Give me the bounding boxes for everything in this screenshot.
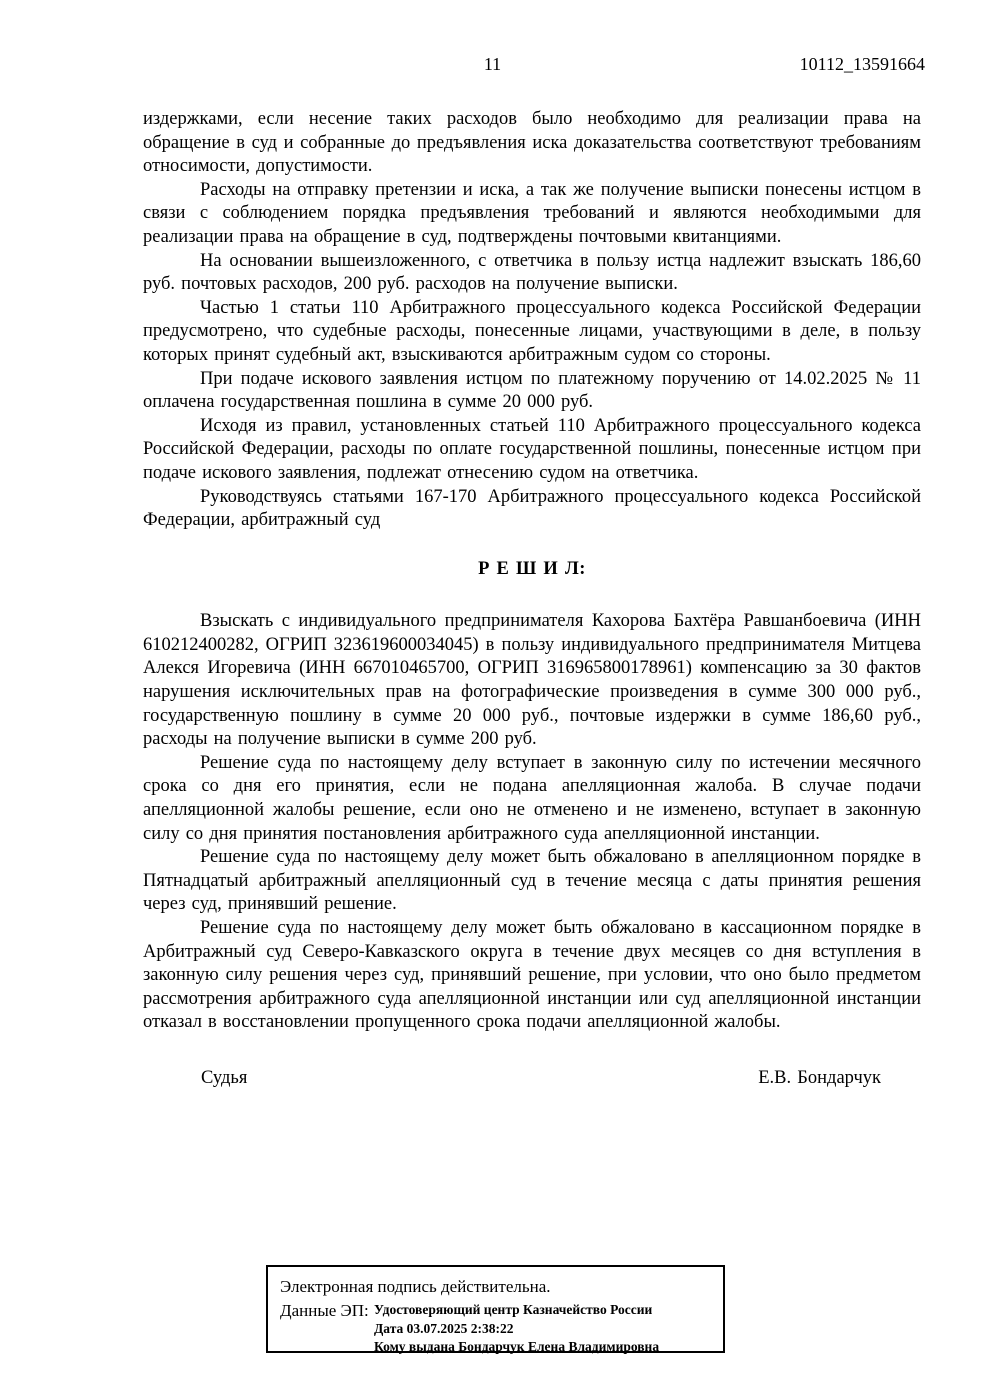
stamp-validity-text: Электронная подпись действительна. <box>280 1277 551 1296</box>
judge-name: Е.В. Бондарчук <box>758 1067 881 1088</box>
body-paragraph: издержками, если несение таких расходов было необходимо для реализации права на обращение в суд и собранные до предъявления иска доказательства соответствуют требованиям относимости, допустимости. <box>143 109 921 177</box>
resolution-paragraph: Решение суда по настоящему делу может быть обжаловано в апелляционном порядке в Пятнадцатый арбитражный апелляционный суд в течение месяца с даты принятия решения через суд, принявший решение. <box>143 847 921 915</box>
body-paragraph: На основании вышеизложенного, с ответчика в пользу истца надлежит взыскать 186,60 руб. почтовых расходов, 200 руб. расходов на получение выписки. <box>143 250 921 295</box>
stamp-date: Дата 03.07.2025 2:38:22 <box>374 1320 514 1336</box>
stamp-certifying-center: Удостоверяющий центр Казначейство России <box>374 1302 653 1317</box>
signature-row <box>143 1067 921 1091</box>
body-paragraph: Частью 1 статьи 110 Арбитражного процессуального кодекса Российской Федерации предусмотрено, что судебные расходы, понесенные лицами, участвующими в деле, в пользу которых принят судебный акт, взыскиваются арбитражным судом со стороны. <box>143 297 921 365</box>
resolution-paragraph: Взыскать с индивидуального предпринимателя Кахорова Бахтёра Равшанбоевича (ИНН 610212400282, ОГРИП 323619600034045) в пользу индивидуального предпринимателя Митцева Алекся Игоревича (ИНН 667010465700, ОГРИП 316965800178961) компенсацию за 30 фактов нарушения исключительных прав на фотографические произведения в сумме 300 000 руб., государственную пошлину в сумме 20 000 руб., почтовые издержки в сумме 186,60 руб., расходы на получение выписки в сумме 200 руб. <box>143 611 921 750</box>
page-header <box>0 54 985 76</box>
body-paragraph: Исходя из правил, установленных статьей 110 Арбитражного процессуального кодекса Российской Федерации, расходы по оплате государственной пошлины, понесенные истцом при подаче искового заявления, подлежат отнесению судом на ответчика. <box>143 415 921 483</box>
document-body <box>143 108 921 1091</box>
page-number: 11 <box>483 54 502 74</box>
stamp-issued-to: Кому выдана Бондарчук Елена Владимировна <box>374 1339 660 1354</box>
body-paragraph: Расходы на отправку претензии и иска, а так же получение выписки понесены истцом в связи с соблюдением порядка предъявления требований и являются необходимыми для реализации права на обращение в суд, подтверждены почтовыми квитанциями. <box>143 179 921 247</box>
resolution-paragraph: Решение суда по настоящему делу может быть обжаловано в кассационном порядке в Арбитражный суд Северо-Кавказского округа в течение двух месяцев со дня вступления в законную силу решения через суд, принявший решение, при условии, что оно было предметом рассмотрения арбитражного суда апелляционной инстанции или суд апелляционной инстанции отказал в восстановлении пропущенного срока подачи апелляционной жалобы. <box>143 918 921 1033</box>
body-paragraph: При подаче искового заявления истцом по платежному поручению от 14.02.2025 № 11 оплачена государственная пошлина в сумме 20 000 руб. <box>143 368 921 413</box>
stamp-details-lines <box>374 1301 659 1357</box>
stamp-details-row <box>280 1301 713 1357</box>
document-code: 10112_13591664 <box>799 54 925 74</box>
resolution-paragraph: Решение суда по настоящему делу вступает в законную силу по истечении месячного срока со дня его принятия, если не подана апелляционная жалоба. В случае подачи апелляционной жалобы решение, если оно не отменено и не изменено, вступает в законную силу со дня принятия постановления арбитражного суда апелляционной инстанции. <box>143 752 921 844</box>
resolution-heading: Р Е Ш И Л: <box>478 558 586 579</box>
stamp-details-label: Данные ЭП: <box>280 1301 369 1320</box>
body-paragraph: Руководствуясь статьями 167-170 Арбитражного процессуального кодекса Российской Федерации, арбитражный суд <box>143 486 921 531</box>
judge-role-label: Судья <box>201 1067 248 1088</box>
electronic-signature-stamp <box>266 1265 725 1353</box>
